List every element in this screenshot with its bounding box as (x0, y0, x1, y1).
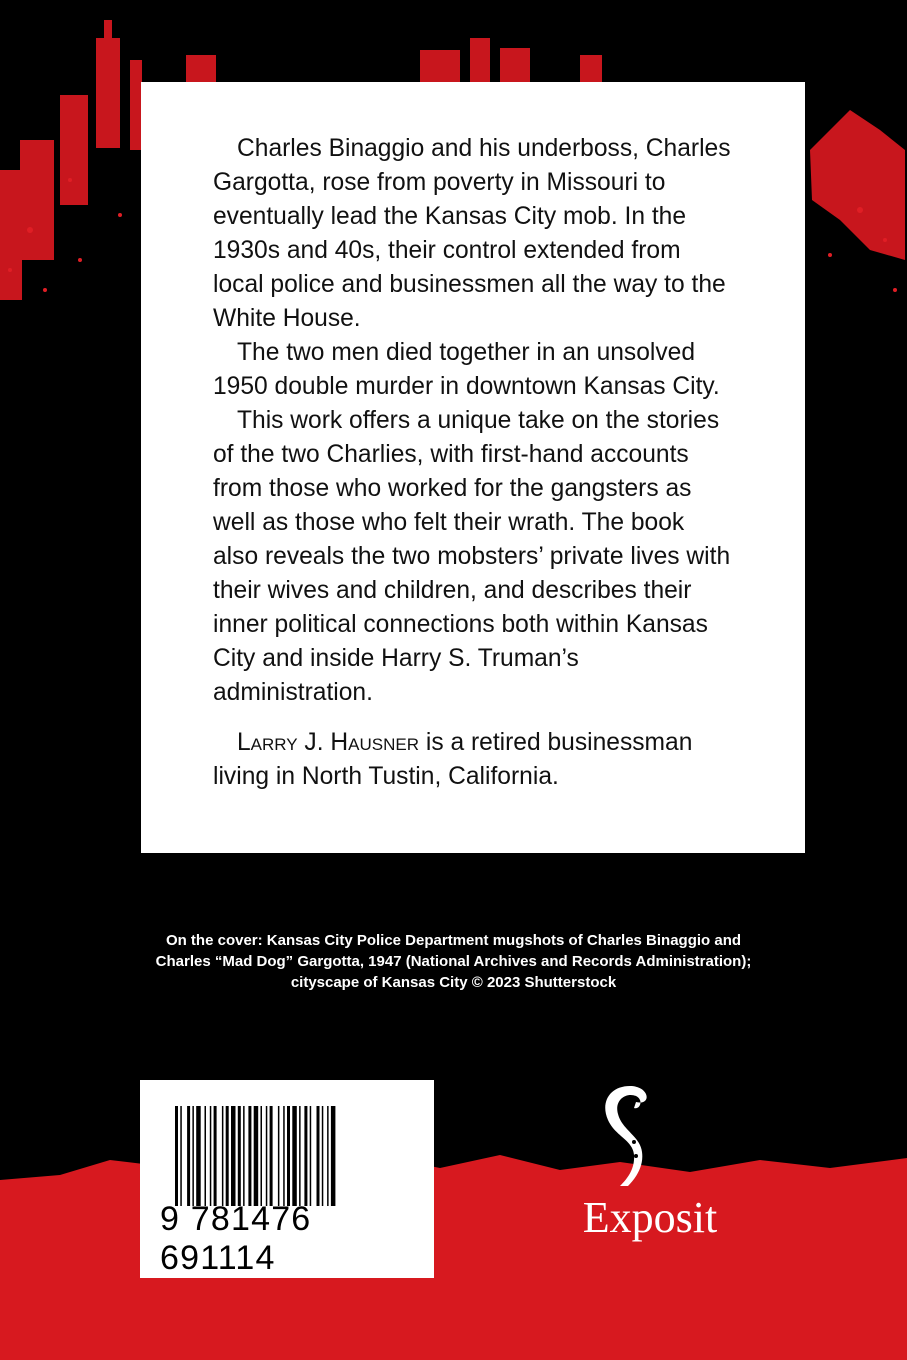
barcode-bar (261, 1106, 263, 1206)
barcode-bar (266, 1106, 268, 1206)
barcode-bar (283, 1106, 285, 1206)
barcode-bar (287, 1106, 290, 1206)
barcode-bar (331, 1106, 336, 1206)
barcode-bar (292, 1106, 297, 1206)
barcode-bar (196, 1106, 201, 1206)
blurb-paragraph-2: The two men died together in an unsolved 1950 double murder in downtown Kansas City. (213, 339, 720, 400)
barcode-bar (238, 1106, 241, 1206)
blurb-paragraph-1: Charles Binaggio and his underboss, Charles Gargotta, rose from poverty in Missouri to eventually lead the Kansas City mob. In the 1930s and 40s, their control extended from local police and businessmen all the way to the White House. (213, 135, 731, 332)
blurb-box (141, 82, 805, 853)
barcode-bar (278, 1106, 280, 1206)
barcode-bar (248, 1106, 251, 1206)
author-name: Larry J. Hausner (237, 729, 420, 756)
barcode-bar (192, 1106, 194, 1206)
barcode-bar (310, 1106, 312, 1206)
cover-credit-line-3: cityscape of Kansas City © 2023 Shutterstock (290, 974, 617, 991)
cover-credit (120, 930, 787, 993)
publisher-name: Exposit (582, 1193, 718, 1242)
author-bio-text: is a retired businessman living in North Tustin, California. (213, 729, 693, 790)
blurb-paragraph-3: This work offers a unique take on the stories of the two Charlies, with first-hand accounts from those who worked for the gangsters as well as those who felt their wrath. The book also reveals the two mobsters’ private lives with their wives and children, and describes their inner political connections both within Kansas City and inside Harry S. Truman’s administration. (213, 407, 731, 706)
isbn-number: 9 781476 691114 (160, 1200, 312, 1277)
barcode-bar (231, 1106, 236, 1206)
barcode-bars (175, 1106, 403, 1206)
barcode-bar (322, 1106, 324, 1206)
barcode-bar (317, 1106, 320, 1206)
barcode-bar (180, 1106, 182, 1206)
barcode-bar (226, 1106, 229, 1206)
barcode-bar (222, 1106, 224, 1206)
barcode-bar (299, 1106, 301, 1206)
barcode-bar (214, 1106, 217, 1206)
barcode-bar (243, 1106, 245, 1206)
red-ground (0, 1150, 907, 1360)
salamander-icon (590, 1080, 668, 1190)
barcode-bar (205, 1106, 207, 1206)
cover-credit-line-1: On the cover: Kansas City Police Department mugshots of Charles Binaggio and (165, 932, 742, 949)
barcode-bar (254, 1106, 259, 1206)
barcode-bar (175, 1106, 178, 1206)
barcode-bar (304, 1106, 307, 1206)
author-bio (213, 726, 731, 794)
barcode-bar (187, 1106, 190, 1206)
barcode-bar (327, 1106, 329, 1206)
barcode-box (140, 1080, 434, 1278)
cover-credit-line-2: Charles “Mad Dog” Gargotta, 1947 (National Archives and Records Administration); (155, 953, 752, 970)
barcode-bar (270, 1106, 273, 1206)
barcode-bar (210, 1106, 212, 1206)
